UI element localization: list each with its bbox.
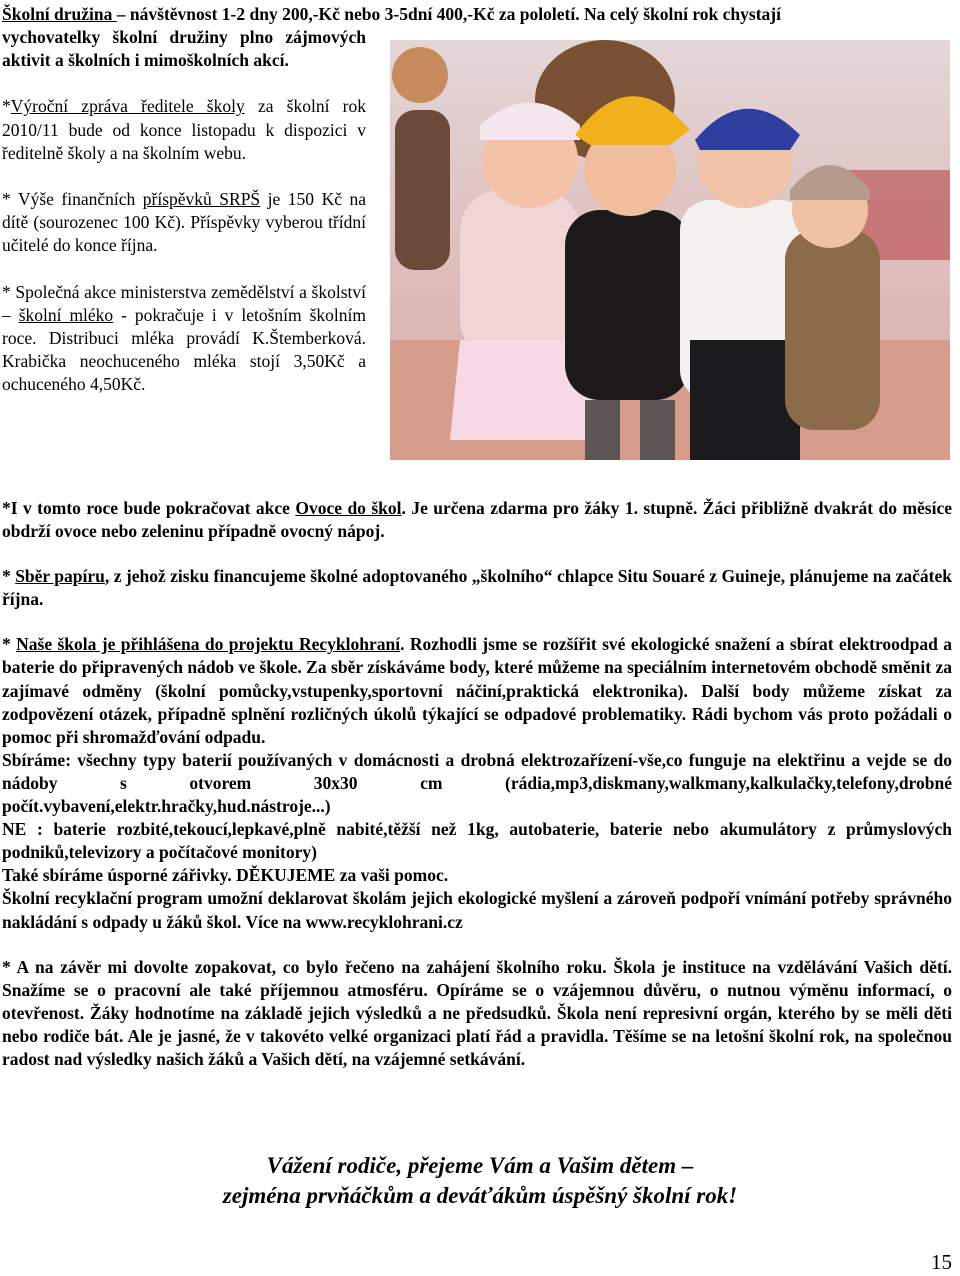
recykl-pre: * (2, 634, 17, 655)
skolni-mleko-link[interactable]: školní mléko (18, 304, 114, 325)
vyrocni-zprava-text: za školní rok 2010/11 bude od konce listopadu k dispozici v ředitelně školy a na školním webu. (2, 96, 366, 163)
recykl-text: . Rozhodli jsme se rozšířit své ekologické snažení a sbírat elektroodpad a baterie do připravených nádob ve škole. Za sběr získáváme body, které můžeme na speciálním internetovém obchodě směnit za zajímavé odměny (školní pomůcky,vstupenky,sportovní náčiní,praktická elektronika). Další body můžeme získat za zodpovězení otázek, případně splnění rozličných úkolů týkající se odpadové problematiky. Rádi bychom vás proto požádali o pomoc při shromažďování odpadu. (2, 634, 952, 747)
zaver-paragraph: * A na závěr mi dovolte zopakovat, co bylo řečeno na zahájení školního roku. Škola je instituce na vzdělávání Vašich dětí. Snažíme se o pracovní ale také příjemnou atmosféru. Opíráme se o vzájemnou důvěru, o nutnou výměnu informací, o otevřenost. Žáky hodnotíme na základě jejich výsledků a ne předsudků. Škola není represivní orgán, kterého by se měli děti nebo rodiče bát. Ale je jasné, že v takovéto velké organizaci platí řád a pravidla. Těšíme se na letošní školní rok, na společnou radost nad výsledky našich žáků a Vašich dětí, na vzájemné setkávání. (2, 956, 952, 1069)
closing-line-1: Vážení rodiče, přejeme Vám a Vašim dětem – (266, 1153, 694, 1178)
skolni-druzina-link[interactable]: Školní družina (2, 4, 117, 24)
ovoce-paragraph (2, 497, 952, 543)
papir-paragraph (2, 565, 952, 611)
papir-link[interactable]: Sběr papíru (15, 566, 105, 587)
vyrocni-zprava-paragraph (2, 95, 366, 165)
papir-text: , z jehož zisku financujeme školné adoptovaného „školního“ chlapce Situ Souaré z Guineje, plánujeme na začátek října. (2, 566, 953, 610)
page-number: 15 (931, 1250, 952, 1274)
paragraph-gap (2, 611, 952, 633)
recyklohrani-paragraph (2, 633, 952, 748)
closing-line-2: zejména prvňáčkům a deváťákům úspěšný školní rok! (222, 1183, 738, 1208)
papir-pre: * (2, 566, 16, 587)
srps-text: je 150 Kč na dítě (sourozenec 100 Kč). Příspěvky vyberou třídní učitelé do konce října. (2, 189, 366, 256)
srps-link[interactable]: příspěvků SRPŠ (142, 189, 261, 210)
srps-paragraph (2, 188, 366, 258)
left-column (2, 26, 366, 420)
ne-paragraph: NE : baterie rozbité,tekoucí,lepkavé,plně nabité,těžší než 1kg, autobaterie, baterie nebo akumulátory z průmyslových podniků,televizory a počítačové monitory) (2, 819, 952, 863)
ovoce-text: . Je určena zdarma pro žáky 1. stupně. Žáci přibližně dvakrát do měsíce obdrží ovoce nebo zeleninu případně ovocný nápoj. (2, 498, 952, 542)
mleko-text: - pokračuje i v letošním školním roce. Distribuci mléka provádí K.Štemberková. Krabička neochuceného mléka stojí 3,50Kč a ochuceného 4,50Kč. (2, 304, 366, 395)
photo-illustration (390, 40, 950, 460)
sbirame-paragraph: Sbíráme: všechny typy baterií používaných v domácnosti a drobná elektrozařízení-vše,co funguje na elektřinu a vejde se do nádoby s otvorem 30x30 cm (rádia,mp3,diskmany,walkmany,kalkulačky,telefony,drobné počít.vybavení,elektr.hračky,hud.nástroje...) (2, 749, 952, 817)
ovoce-link[interactable]: Ovoce do škol (295, 498, 402, 518)
skolni-druzina-text: – návštěvnost 1-2 dny 200,-Kč nebo 3-5dní 400,-Kč za pololetí. Na celý školní rok chystají (116, 4, 781, 24)
zarivky-line: Také sbíráme úsporné zářivky. DĚKUJEME za vaši pomoc. (2, 865, 449, 886)
program-paragraph: Školní recyklační program umožní deklarovat školám jejich ekologické myšlení a zároveň podpoří vnímání potřeby správného nakládání s odpady u žáků škol. Více na www.recyklohrani.cz (2, 888, 952, 932)
druzina-continuation: vychovatelky školní družiny plno zájmových aktivit a školních i mimoškolních akcí. (2, 27, 366, 71)
srps-pre: * Výše finančních (2, 189, 143, 210)
bullet-star: * (2, 96, 11, 117)
skolni-druzina-line (2, 3, 952, 26)
ovoce-pre: *I v tomto roce bude pokračovat akce (2, 498, 296, 518)
skolni-mleko-paragraph (2, 281, 366, 397)
mleko-pre: * Společná akce ministerstva zemědělství a školství – (2, 281, 366, 325)
recyklohrani-link[interactable]: Naše škola je přihlášena do projektu Recyklohraní (16, 634, 401, 655)
children-costumes-photo (390, 40, 950, 460)
vyrocni-zprava-link[interactable]: Výroční zpráva ředitele školy (10, 96, 245, 117)
main-article (2, 497, 952, 1071)
paragraph-gap (2, 934, 952, 956)
closing-greeting (0, 1151, 960, 1211)
paragraph-gap (2, 543, 952, 565)
